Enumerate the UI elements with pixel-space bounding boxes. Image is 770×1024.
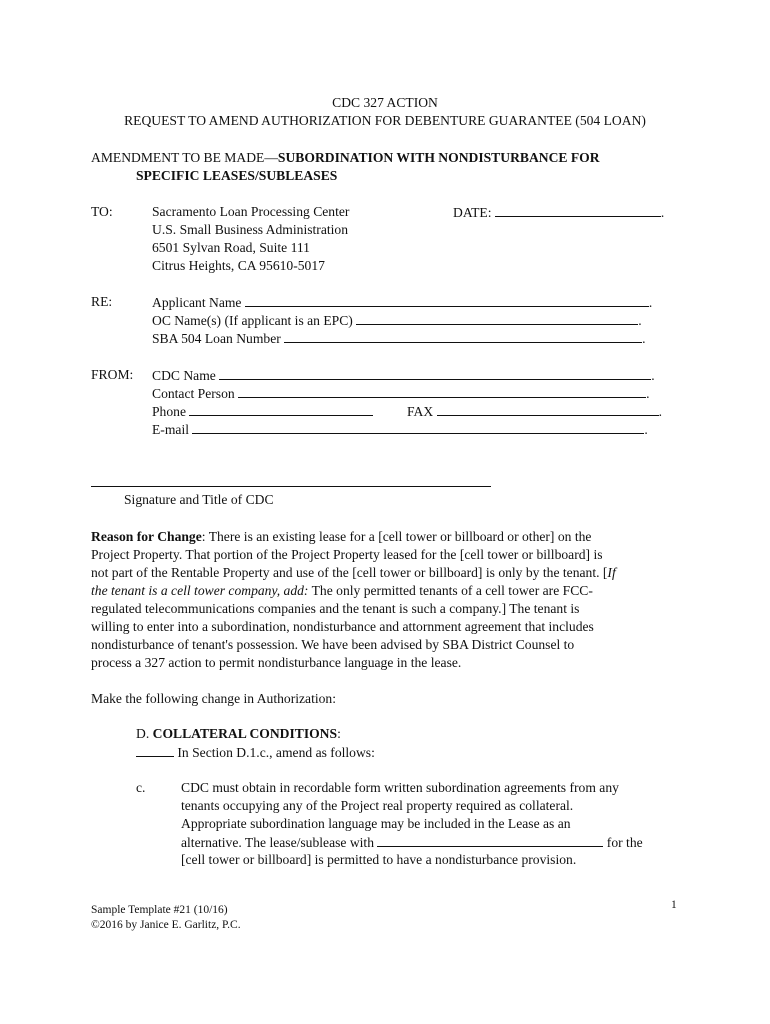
- signature-caption: Signature and Title of CDC: [124, 492, 274, 507]
- contact-person-label: Contact Person: [152, 386, 235, 401]
- item-c-line-1: CDC must obtain in recordable form written subordination agreements from any: [181, 780, 619, 795]
- date-label: DATE:: [453, 205, 492, 220]
- email-line[interactable]: [192, 420, 644, 434]
- applicant-name-label: Applicant Name: [152, 295, 242, 310]
- amendment-line: [91, 149, 600, 167]
- re-label: RE:: [91, 294, 113, 309]
- loan-number-label: SBA 504 Loan Number: [152, 331, 281, 346]
- reason-label: Reason for Change: [91, 529, 202, 544]
- email-field: E-mail .: [152, 422, 648, 437]
- phone-field: [152, 402, 373, 421]
- oc-name-field: OC Name(s) (If applicant is an EPC) .: [152, 313, 642, 328]
- reason-line-2: Project Property. That portion of the Project Property leased for the [cell tower or billboard] is: [91, 547, 603, 562]
- oc-name-line[interactable]: [356, 311, 638, 325]
- loan-number-line[interactable]: [284, 329, 642, 343]
- item-c-line-4: alternative. The lease/sublease with for the: [181, 835, 643, 850]
- fax-field: FAX .: [407, 404, 662, 419]
- to-address-line-1: Sacramento Loan Processing Center: [152, 204, 350, 219]
- item-c-line-2: tenants occupying any of the Project real property required as collateral.: [181, 798, 574, 813]
- contact-person-line[interactable]: [238, 384, 646, 398]
- lease-party-line[interactable]: [377, 833, 603, 847]
- reason-line-6: willing to enter into a subordination, nondisturbance and attornment agreement that includes: [91, 619, 594, 634]
- amendment-prefix: AMENDMENT TO BE MADE—: [91, 150, 278, 165]
- page-number: 1: [671, 899, 677, 911]
- email-label: E-mail: [152, 422, 189, 437]
- fax-label: FAX: [407, 404, 434, 419]
- make-change-text: Make the following change in Authorization:: [91, 691, 337, 706]
- loan-number-field: SBA 504 Loan Number .: [152, 331, 646, 346]
- date-input-line[interactable]: [495, 203, 661, 217]
- amendment-title-cont: SPECIFIC LEASES/SUBLEASES: [136, 168, 338, 183]
- doc-title: CDC 327 ACTION: [332, 95, 438, 110]
- applicant-name-line[interactable]: [245, 293, 649, 307]
- oc-name-label: OC Name(s) (If applicant is an EPC): [152, 313, 353, 328]
- item-c-marker: c.: [136, 780, 146, 795]
- applicant-name-field: Applicant Name .: [152, 295, 653, 310]
- collateral-instruction: In Section D.1.c., amend as follows:: [136, 743, 375, 762]
- cdc-name-field: CDC Name .: [152, 368, 655, 383]
- to-address-line-3: 6501 Sylvan Road, Suite 111: [152, 240, 310, 255]
- cdc-name-line[interactable]: [219, 366, 651, 380]
- to-address-line-4: Citrus Heights, CA 95610-5017: [152, 258, 325, 273]
- reason-line-4: the tenant is a cell tower company, add: The only permitted tenants of a cell tower are FCC-: [91, 583, 593, 598]
- footer-template: Sample Template #21 (10/16): [91, 904, 228, 916]
- contact-person-field: Contact Person .: [152, 386, 650, 401]
- doc-subtitle: REQUEST TO AMEND AUTHORIZATION FOR DEBENTURE GUARANTEE (504 LOAN): [124, 113, 646, 128]
- collateral-heading: D. COLLATERAL CONDITIONS:: [136, 726, 341, 741]
- collateral-checkbox-line[interactable]: [136, 743, 174, 757]
- reason-line-8: process a 327 action to permit nondisturbance language in the lease.: [91, 655, 462, 670]
- reason-line-5: regulated telecommunications companies and the tenant is such a company.] The tenant is: [91, 601, 580, 616]
- item-c-line-5: [cell tower or billboard] is permitted to have a nondisturbance provision.: [181, 852, 577, 867]
- signature-line[interactable]: [91, 486, 491, 487]
- cdc-name-label: CDC Name: [152, 368, 216, 383]
- item-c-line-3: Appropriate subordination language may be included in the Lease as an: [181, 816, 571, 831]
- reason-line-1: Reason for Change: There is an existing lease for a [cell tower or billboard or other] on the: [91, 529, 592, 544]
- fax-line[interactable]: [437, 402, 659, 416]
- to-address-line-2: U.S. Small Business Administration: [152, 222, 348, 237]
- date-field: DATE: .: [453, 205, 665, 220]
- reason-line-7: nondisturbance of tenant's possession. We have been advised by SBA District Counsel to: [91, 637, 575, 652]
- phone-label: Phone: [152, 404, 186, 419]
- to-label: TO:: [91, 204, 113, 219]
- collateral-title: COLLATERAL CONDITIONS: [152, 726, 338, 741]
- from-label: FROM:: [91, 367, 134, 382]
- footer-copyright: ©2016 by Janice E. Garlitz, P.C.: [91, 919, 241, 931]
- phone-line[interactable]: [189, 402, 373, 416]
- amendment-title: SUBORDINATION WITH NONDISTURBANCE FOR: [277, 150, 600, 165]
- reason-line-3: not part of the Rentable Property and use of the [cell tower or billboard] is only by the tenant. [If: [91, 565, 616, 580]
